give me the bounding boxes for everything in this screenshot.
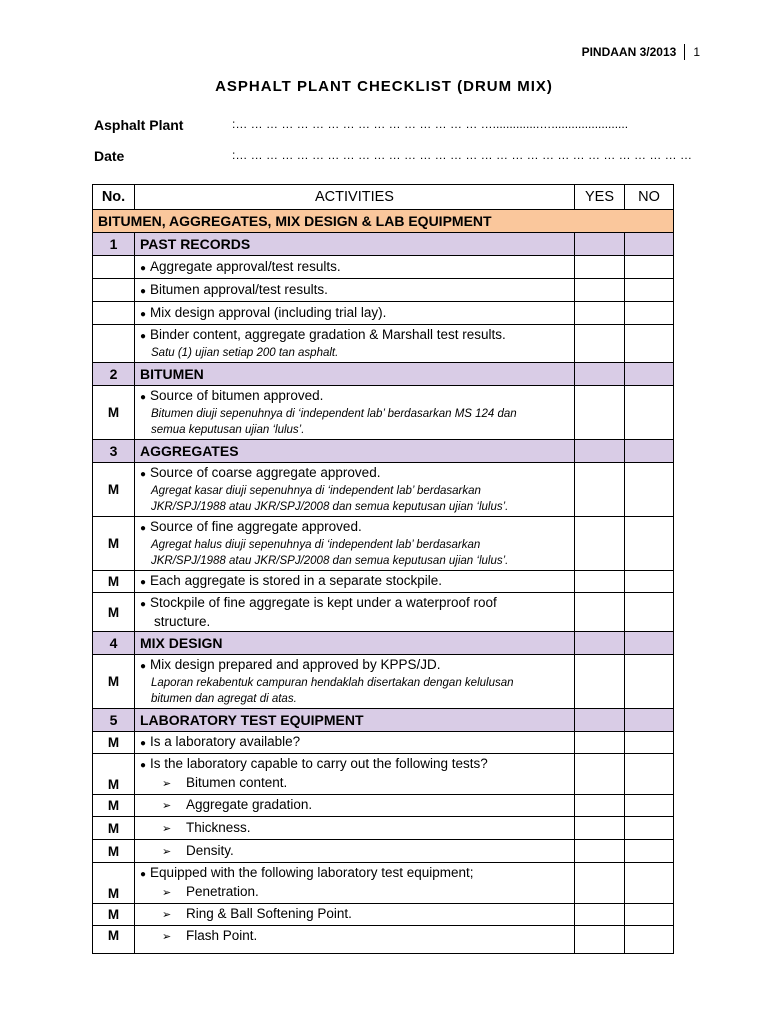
activity-note: semua keputusan ujian ‘lulus’.	[151, 424, 305, 436]
no-checkbox[interactable]	[625, 256, 674, 279]
category-row	[93, 363, 674, 386]
activity-note: bitumen dan agregat di atas.	[151, 693, 297, 705]
category-title: LABORATORY TEST EQUIPMENT	[135, 709, 575, 732]
mark-cell: M	[93, 463, 135, 517]
page-number: 1	[684, 44, 700, 60]
table-row	[93, 795, 674, 817]
sub-item-text: Penetration.	[186, 884, 259, 899]
category-title: MIX DESIGN	[135, 632, 575, 655]
yes-checkbox[interactable]	[575, 732, 625, 754]
category-row	[93, 709, 674, 732]
activity-note: JKR/SPJ/1988 atau JKR/SPJ/2008 dan semua keputusan ujian ‘lulus’.	[151, 501, 509, 513]
arrow-bullet-icon: ➢	[162, 778, 172, 790]
mark-cell	[93, 325, 135, 363]
yes-cell	[575, 233, 625, 256]
yes-cell	[575, 440, 625, 463]
yes-checkbox[interactable]	[575, 863, 625, 904]
table-row	[93, 926, 674, 954]
no-checkbox[interactable]	[625, 863, 674, 904]
category-title: PAST RECORDS	[135, 233, 575, 256]
activity-cell	[135, 863, 575, 904]
activity-note: Laporan rekabentuk campuran hendaklah disertakan dengan kelulusan	[151, 677, 514, 689]
mark-cell: M	[93, 517, 135, 571]
yes-checkbox[interactable]	[575, 571, 625, 593]
activity-cell	[135, 754, 575, 795]
activity-cell	[135, 325, 575, 363]
checklist-table	[92, 184, 674, 954]
activity-note: Agregat halus diuji sepenuhnya di ‘independent lab’ berdasarkan	[151, 539, 481, 551]
section-header	[93, 210, 674, 233]
no-checkbox[interactable]	[625, 732, 674, 754]
no-checkbox[interactable]	[625, 904, 674, 926]
col-header-yes: YES	[575, 185, 625, 210]
activity-cell	[135, 732, 575, 754]
activity-text: ● Mix design approval (including trial lay).	[140, 305, 386, 320]
sub-item	[140, 927, 569, 946]
activity-note: Satu (1) ujian setiap 200 tan asphalt.	[151, 347, 339, 359]
activity-text: ● Binder content, aggregate gradation & Marshall test results.	[140, 326, 569, 345]
activity-cell	[135, 840, 575, 863]
mark-cell: M	[93, 840, 135, 863]
no-cell	[625, 233, 674, 256]
category-title: BITUMEN	[135, 363, 575, 386]
activity-text: ● Each aggregate is stored in a separate stockpile.	[140, 573, 442, 588]
activity-cell	[135, 463, 575, 517]
yes-checkbox[interactable]	[575, 840, 625, 863]
table-row	[93, 754, 674, 795]
mark-cell: M	[93, 593, 135, 632]
revision-code: PINDAAN 3/2013	[581, 45, 677, 59]
no-checkbox[interactable]	[625, 655, 674, 709]
no-checkbox[interactable]	[625, 302, 674, 325]
activity-text: ● Stockpile of fine aggregate is kept under a waterproof roof	[140, 594, 569, 613]
mark-cell: M	[93, 754, 135, 795]
category-title: AGGREGATES	[135, 440, 575, 463]
activity-cell	[135, 817, 575, 840]
yes-checkbox[interactable]	[575, 256, 625, 279]
yes-checkbox[interactable]	[575, 463, 625, 517]
arrow-bullet-icon: ➢	[162, 845, 172, 858]
activity-text: ● Equipped with the following laboratory test equipment;	[140, 864, 569, 883]
mark-cell: M	[93, 863, 135, 904]
yes-checkbox[interactable]	[575, 926, 625, 954]
yes-checkbox[interactable]	[575, 517, 625, 571]
mark-cell	[93, 256, 135, 279]
activity-text: ● Bitumen approval/test results.	[140, 282, 328, 297]
activity-text: ● Source of fine aggregate approved.	[140, 518, 569, 537]
asphalt-plant-field[interactable]	[94, 117, 629, 133]
sub-item	[140, 905, 569, 924]
yes-checkbox[interactable]	[575, 279, 625, 302]
activity-text-continued: structure.	[154, 614, 211, 629]
arrow-bullet-icon: ➢	[162, 887, 172, 899]
table-row	[93, 325, 674, 363]
table-row	[93, 517, 674, 571]
sub-item	[140, 842, 569, 861]
no-checkbox[interactable]	[625, 754, 674, 795]
sub-item	[140, 883, 569, 902]
activity-note: JKR/SPJ/1988 atau JKR/SPJ/2008 dan semua keputusan ujian ‘lulus’.	[151, 555, 509, 567]
date-field[interactable]	[94, 148, 693, 164]
activity-cell	[135, 517, 575, 571]
activity-cell	[135, 904, 575, 926]
yes-cell	[575, 632, 625, 655]
activity-note: Bitumen diuji sepenuhnya di ‘independent lab’ berdasarkan MS 124 dan	[151, 408, 517, 420]
table-row	[93, 593, 674, 632]
activity-cell	[135, 256, 575, 279]
table-header-row	[93, 185, 674, 210]
category-number: 2	[93, 363, 135, 386]
table-row	[93, 386, 674, 440]
yes-checkbox[interactable]	[575, 817, 625, 840]
mark-cell	[93, 302, 135, 325]
mark-cell: M	[93, 386, 135, 440]
sub-item-text: Thickness.	[186, 819, 251, 835]
table-row	[93, 840, 674, 863]
table-row	[93, 302, 674, 325]
sub-item-text: Flash Point.	[186, 928, 258, 943]
arrow-bullet-icon: ➢	[162, 931, 172, 943]
mark-cell	[93, 279, 135, 302]
yes-checkbox[interactable]	[575, 386, 625, 440]
no-checkbox[interactable]	[625, 325, 674, 363]
category-row	[93, 233, 674, 256]
sub-item	[140, 796, 569, 815]
no-checkbox[interactable]	[625, 279, 674, 302]
sub-item	[140, 819, 569, 838]
sub-item-text: Aggregate gradation.	[186, 797, 313, 812]
no-checkbox[interactable]	[625, 817, 674, 840]
table-row	[93, 732, 674, 754]
yes-checkbox[interactable]	[575, 754, 625, 795]
no-cell	[625, 440, 674, 463]
sub-item-text: Density.	[186, 842, 234, 858]
activity-cell	[135, 655, 575, 709]
col-header-no: No.	[93, 185, 135, 210]
page-header	[582, 44, 700, 60]
sub-item	[140, 774, 569, 793]
no-checkbox[interactable]	[625, 517, 674, 571]
category-number: 3	[93, 440, 135, 463]
activity-cell	[135, 795, 575, 817]
mark-cell: M	[93, 732, 135, 754]
category-number: 1	[93, 233, 135, 256]
activity-cell	[135, 279, 575, 302]
activity-text: ● Is the laboratory capable to carry out the following tests?	[140, 755, 569, 774]
no-checkbox[interactable]	[625, 795, 674, 817]
arrow-bullet-icon: ➢	[162, 800, 172, 812]
table-row	[93, 817, 674, 840]
mark-cell: M	[93, 817, 135, 840]
no-cell	[625, 632, 674, 655]
activity-text: ● Is a laboratory available?	[140, 734, 300, 749]
no-cell	[625, 709, 674, 732]
mark-cell: M	[93, 655, 135, 709]
document-title: ASPHALT PLANT CHECKLIST (DRUM MIX)	[215, 78, 553, 95]
activity-text: ● Aggregate approval/test results.	[140, 259, 341, 274]
yes-checkbox[interactable]	[575, 655, 625, 709]
mark-cell: M	[93, 795, 135, 817]
activity-text: ● Mix design prepared and approved by KPPS/JD.	[140, 656, 569, 675]
activity-text: ● Source of coarse aggregate approved.	[140, 464, 569, 483]
table-row	[93, 904, 674, 926]
activity-cell	[135, 926, 575, 954]
table-row	[93, 571, 674, 593]
yes-checkbox[interactable]	[575, 795, 625, 817]
activity-cell	[135, 386, 575, 440]
no-cell	[625, 363, 674, 386]
asphalt-plant-blank[interactable]: :… … … … … … … … … … … … … … … … …..............….......................	[232, 117, 629, 131]
category-row	[93, 440, 674, 463]
sub-item-text: Ring & Ball Softening Point.	[186, 906, 352, 921]
category-row	[93, 632, 674, 655]
yes-checkbox[interactable]	[575, 904, 625, 926]
mark-cell: M	[93, 926, 135, 954]
activity-note: Agregat kasar diuji sepenuhnya di ‘independent lab’ berdasarkan	[151, 485, 481, 497]
yes-checkbox[interactable]	[575, 302, 625, 325]
no-checkbox[interactable]	[625, 593, 674, 632]
yes-checkbox[interactable]	[575, 593, 625, 632]
no-checkbox[interactable]	[625, 840, 674, 863]
activity-cell	[135, 593, 575, 632]
no-checkbox[interactable]	[625, 386, 674, 440]
table-row	[93, 655, 674, 709]
asphalt-plant-label: Asphalt Plant	[94, 117, 184, 133]
table-row	[93, 279, 674, 302]
activity-cell	[135, 571, 575, 593]
activity-text: ● Source of bitumen approved.	[140, 387, 569, 406]
date-blank[interactable]: :… … … … … … … … … … … … … … … … … … … … … … … … … … … … … …	[232, 148, 693, 162]
arrow-bullet-icon: ➢	[162, 909, 172, 921]
no-checkbox[interactable]	[625, 463, 674, 517]
table-row	[93, 463, 674, 517]
activity-cell	[135, 302, 575, 325]
table-row	[93, 256, 674, 279]
no-checkbox[interactable]	[625, 571, 674, 593]
yes-checkbox[interactable]	[575, 325, 625, 363]
no-checkbox[interactable]	[625, 926, 674, 954]
section-title: BITUMEN, AGGREGATES, MIX DESIGN & LAB EQUIPMENT	[93, 210, 674, 233]
sub-item-text: Bitumen content.	[186, 775, 288, 790]
category-number: 5	[93, 709, 135, 732]
table-row	[93, 863, 674, 904]
yes-cell	[575, 709, 625, 732]
col-header-no-answer: NO	[625, 185, 674, 210]
yes-cell	[575, 363, 625, 386]
category-number: 4	[93, 632, 135, 655]
mark-cell: M	[93, 904, 135, 926]
mark-cell: M	[93, 571, 135, 593]
arrow-bullet-icon: ➢	[162, 822, 172, 835]
date-label: Date	[94, 148, 125, 164]
col-header-activities: ACTIVITIES	[135, 185, 575, 210]
